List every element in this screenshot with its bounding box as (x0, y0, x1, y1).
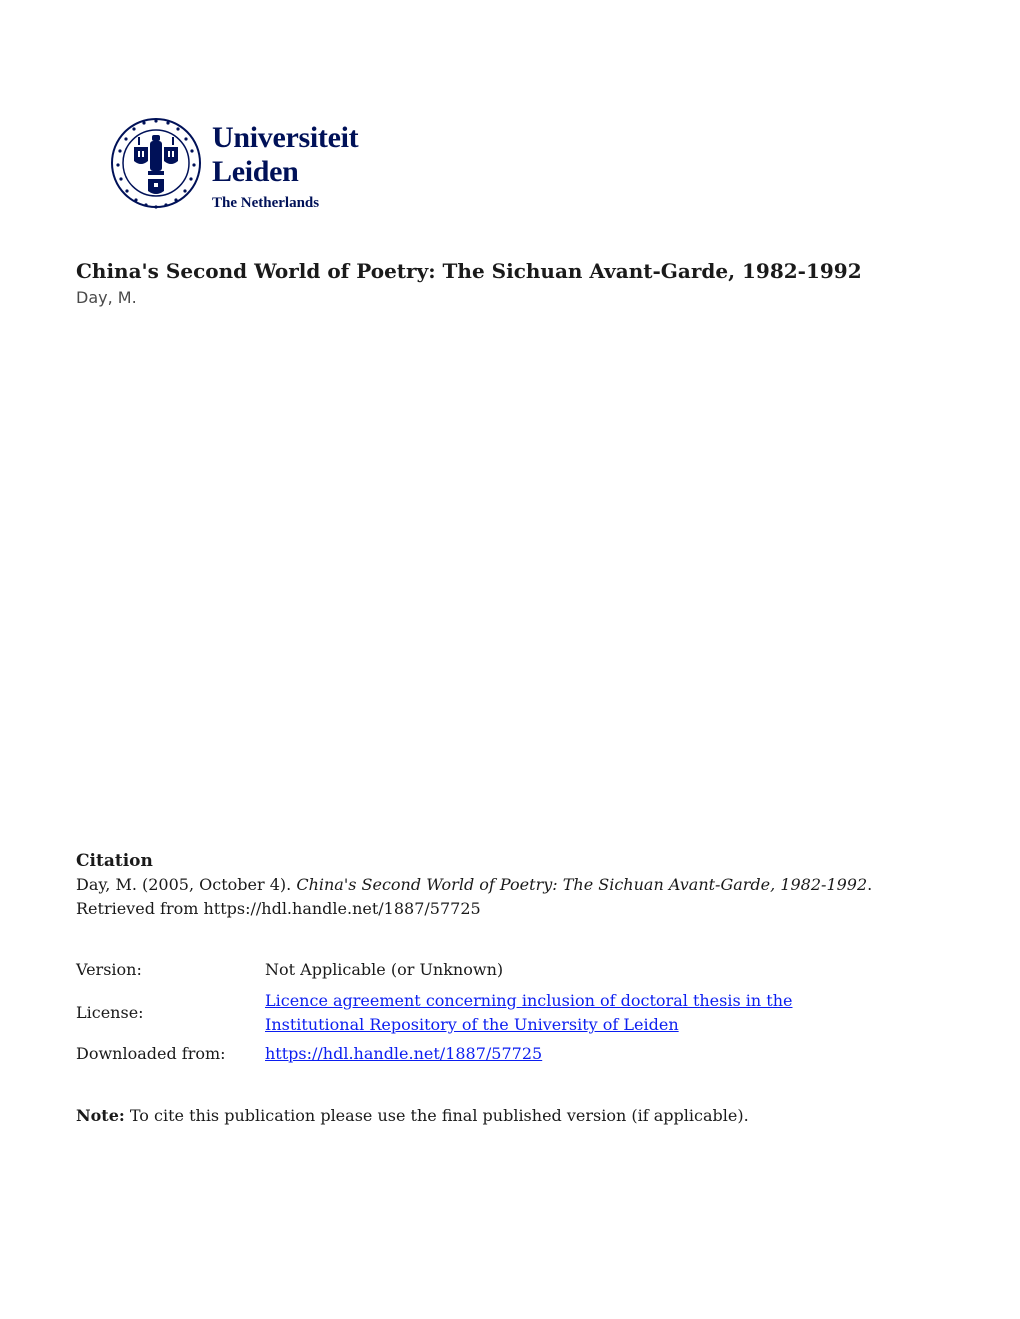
note-text: To cite this publication please use the final published version (if applicable). (124, 1106, 749, 1125)
license-value (265, 989, 885, 1037)
citation-prefix: Day, M. (2005, October 4). (76, 875, 297, 894)
university-logo (108, 107, 368, 219)
handle-link[interactable]: https://hdl.handle.net/1887/57725 (265, 1044, 543, 1063)
license-label: License: (76, 1003, 144, 1022)
logo-wordmark (212, 121, 358, 213)
version-value: Not Applicable (or Unknown) (265, 960, 504, 979)
document-title: China's Second World of Poetry: The Sichuan Avant-Garde, 1982-1992 (76, 259, 862, 283)
note-label: Note: (76, 1106, 125, 1125)
logo-line-universiteit: Universiteit (212, 121, 359, 154)
citation-heading: Citation (76, 851, 153, 871)
logo-line-netherlands: The Netherlands (212, 195, 320, 211)
metadata-row-downloaded (76, 1041, 936, 1067)
metadata-row-version (76, 957, 936, 983)
downloaded-label: Downloaded from: (76, 1044, 226, 1063)
citation-work-title: China's Second World of Poetry: The Sichuan Avant-Garde, 1982-1992 (296, 875, 868, 894)
metadata-table (76, 957, 936, 1067)
citation-section (76, 849, 916, 921)
note-section (76, 1104, 749, 1128)
citation-text (76, 873, 896, 921)
document-author: Day, M. (76, 288, 137, 307)
logo-line-leiden: Leiden (212, 155, 299, 188)
license-link[interactable]: Licence agreement concerning inclusion of doctoral thesis in the Institutional Repository of the University of Leiden (265, 991, 793, 1034)
metadata-row-license (76, 987, 936, 1039)
version-label: Version: (76, 960, 142, 979)
downloaded-value (265, 1042, 885, 1066)
citation-suffix: . Retrieved from https://hdl.handle.net/1887/57725 (76, 875, 873, 918)
university-seal-icon (108, 107, 204, 219)
